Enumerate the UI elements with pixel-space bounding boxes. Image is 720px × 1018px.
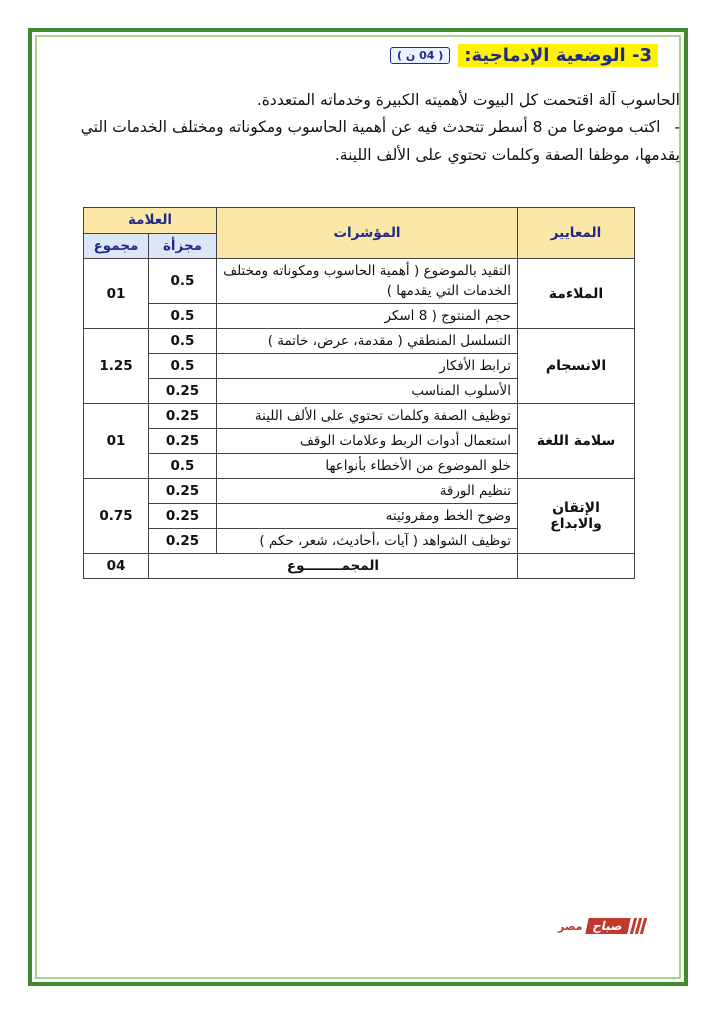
criterion-cell: الملاءمة bbox=[518, 259, 635, 329]
header-row bbox=[84, 208, 635, 234]
part-mark-cell: 0.5 bbox=[149, 354, 217, 379]
part-mark-cell: 0.5 bbox=[149, 329, 217, 354]
watermark-bars-icon bbox=[632, 918, 645, 934]
criterion-cell: الانسجام bbox=[518, 329, 635, 404]
sum-empty-cell bbox=[518, 554, 635, 579]
criterion-cell: الإتقان والابداع bbox=[518, 479, 635, 554]
part-mark-cell: 0.25 bbox=[149, 479, 217, 504]
watermark-logo bbox=[558, 918, 645, 934]
indicators-header: المؤشرات bbox=[217, 208, 518, 259]
points-badge: ( 04 ن ) bbox=[390, 47, 450, 64]
part-mark-cell: 0.5 bbox=[149, 304, 217, 329]
table-row bbox=[84, 259, 635, 304]
intro-text: الحاسوب آلة اقتحمت كل البيوت لأهميته الكبيرة وخدماته المتعددة. bbox=[256, 91, 680, 109]
indicator-cell: التقيد بالموضوع ( أهمية الحاسوب ومكوناته ومختلف الخدمات التي يقدمها ) bbox=[217, 259, 518, 304]
task-instruction bbox=[80, 113, 680, 169]
table-row bbox=[84, 479, 635, 504]
rubric-table bbox=[83, 207, 635, 579]
part-mark-cell: 0.5 bbox=[149, 454, 217, 479]
indicator-cell: وضوح الخط ومقروئيته bbox=[217, 504, 518, 529]
table-row bbox=[84, 329, 635, 354]
indicator-cell: استعمال أدوات الربط وعلامات الوقف bbox=[217, 429, 518, 454]
total-mark-cell: 1.25 bbox=[84, 329, 149, 404]
indicator-cell: خلو الموضوع من الأخطاء بأنواعها bbox=[217, 454, 518, 479]
watermark-suffix: مصر bbox=[558, 919, 583, 933]
section-heading bbox=[390, 44, 658, 67]
total-header: مجموع bbox=[84, 233, 149, 259]
section-title: 3- الوضعية الإدماجية: bbox=[458, 44, 658, 67]
sum-label: المجمــــــــوع bbox=[149, 554, 518, 579]
indicator-cell: الأسلوب المناسب bbox=[217, 379, 518, 404]
table-row bbox=[84, 404, 635, 429]
indicator-cell: التسلسل المنطقي ( مقدمة، عرض، خاتمة ) bbox=[217, 329, 518, 354]
part-mark-cell: 0.25 bbox=[149, 404, 217, 429]
sum-row bbox=[84, 554, 635, 579]
indicator-cell: تنظيم الورقة bbox=[217, 479, 518, 504]
task-dash: - bbox=[674, 118, 680, 136]
task-text: اكتب موضوعا من 8 أسطر تتحدث فيه عن أهمية الحاسوب ومكوناته ومختلف الخدمات التي يقدمها، موظفا الصفة وكلمات تحتوي على الألف اللينة. bbox=[80, 118, 680, 164]
total-mark-cell: 01 bbox=[84, 259, 149, 329]
part-mark-cell: 0.25 bbox=[149, 379, 217, 404]
sum-value: 04 bbox=[84, 554, 149, 579]
watermark-brand: صباح bbox=[585, 918, 630, 934]
indicator-cell: ترابط الأفكار bbox=[217, 354, 518, 379]
indicator-cell: حجم المنتوج ( 8 اسكر bbox=[217, 304, 518, 329]
part-mark-cell: 0.25 bbox=[149, 504, 217, 529]
total-mark-cell: 0.75 bbox=[84, 479, 149, 554]
indicator-cell: توظيف الصفة وكلمات تحتوي على الألف اللينة bbox=[217, 404, 518, 429]
mark-header: العلامة bbox=[84, 208, 217, 234]
part-header: مجزأة bbox=[149, 233, 217, 259]
part-mark-cell: 0.25 bbox=[149, 529, 217, 554]
indicator-cell: توظيف الشواهد ( آيات ،أحاديث، شعر، حكم ) bbox=[217, 529, 518, 554]
criteria-header: المعايير bbox=[518, 208, 635, 259]
part-mark-cell: 0.25 bbox=[149, 429, 217, 454]
criterion-cell: سلامة اللغة bbox=[518, 404, 635, 479]
total-mark-cell: 01 bbox=[84, 404, 149, 479]
part-mark-cell: 0.5 bbox=[149, 259, 217, 304]
